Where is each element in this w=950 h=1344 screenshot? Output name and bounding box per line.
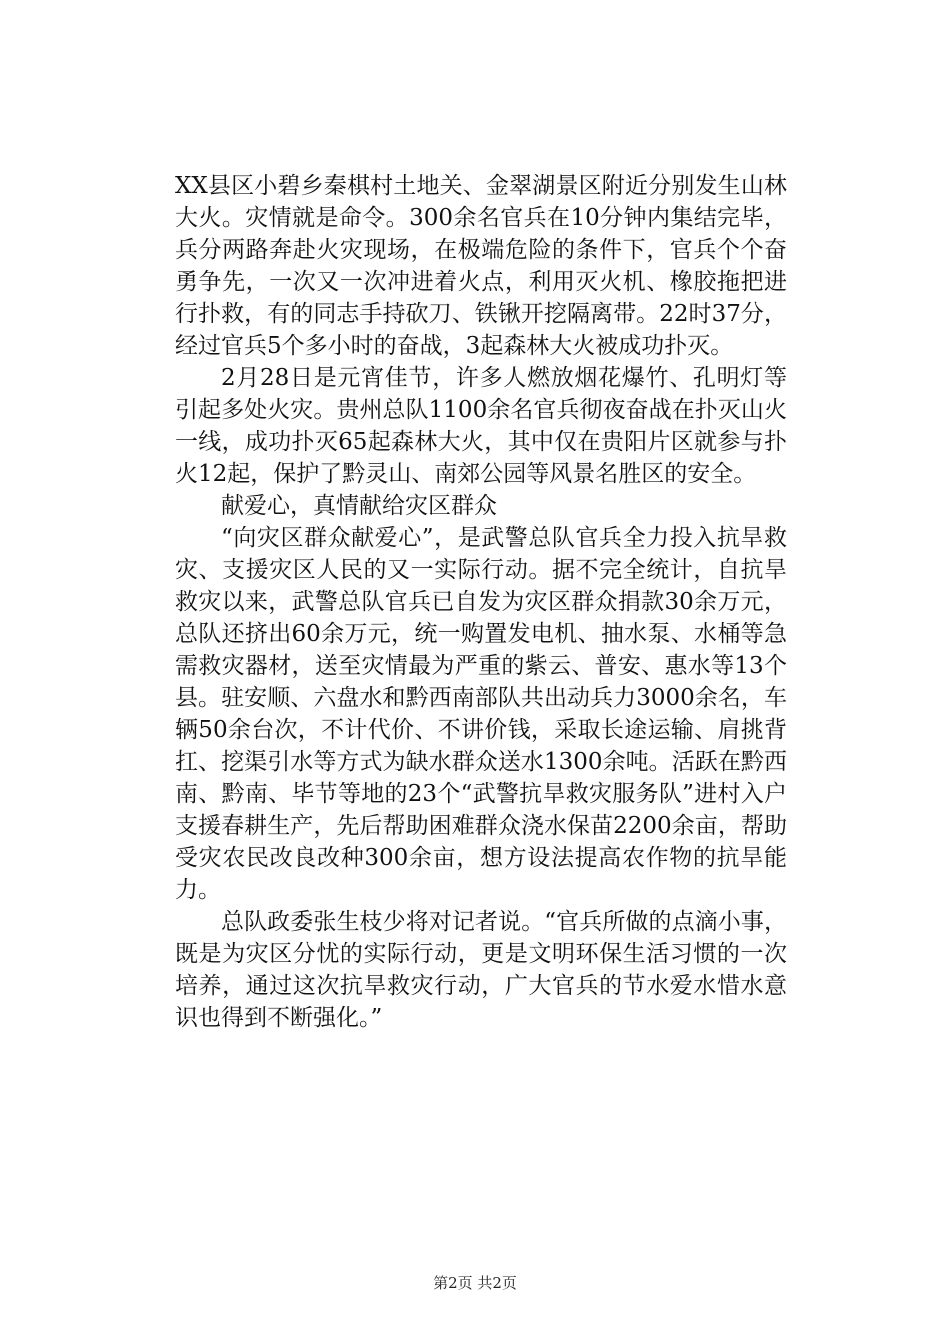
paragraph-donations: “向灾区群众献爱心”，是武警总队官兵全力投入抗旱救灾、支援灾区人民的又一实际行动。据不完全统计，自抗旱救灾以来，武警总队官兵已自发为灾区群众捐款30余万元，总队还挤出60余万元，统一购置发电机、抽水泵、水桶等急需救灾器材，送至灾情最为严重的紫云、普安、惠水等13个县。驻安顺、六盘水和黔西南部队共出动兵力3000余名，车辆50余台次，不计代价、不讲价钱，采取长途运输、肩挑背扛、挖渠引水等方式为缺水群众送水1300余吨。活跃在黔西南、黔南、毕节等地的23个“武警抗旱救灾服务队”进村入户支援春耕生产，先后帮助困难群众浇水保苗2200余亩，帮助受灾农民改良改种300余亩，想方设法提高农作物的抗旱能力。 bbox=[175, 525, 787, 903]
paragraph-forest-fire: XX县区小碧乡秦棋村土地关、金翠湖景区附近分别发生山林大火。灾情就是命令。300余名官兵在10分钟内集结完毕，兵分两路奔赴火灾现场，在极端危险的条件下，官兵个个奋勇争先，一次又一次冲进着火点，利用灭火机、橡胶拖把进行扑救，有的同志手持砍刀、铁锹开挖隔离带。22时37分，经过官兵5个多小时的奋战，3起森林大火被成功扑灭。 bbox=[175, 173, 787, 359]
paragraph-lantern-festival: 2月28日是元宵佳节，许多人燃放烟花爆竹、孔明灯等引起多处火灾。贵州总队1100余名官兵彻夜奋战在扑灭山火一线，成功扑灭65起森林大火，其中仅在贵阳片区就参与扑火12起，保护了黔灵山、南郊公园等风景名胜区的安全。 bbox=[175, 365, 787, 487]
paragraph-commissar-quote: 总队政委张生枝少将对记者说。“官兵所做的点滴小事，既是为灾区分忧的实际行动，更是文明环保生活习惯的一次培养，通过这次抗旱救灾行动，广大官兵的节水爱水惜水意识也得到不断强化。” bbox=[175, 909, 787, 1031]
article-body bbox=[175, 170, 787, 1034]
section-heading-love: 献爱心，真情献给灾区群众 bbox=[221, 493, 497, 519]
page-footer: 第2页 共2页 bbox=[433, 1274, 517, 1292]
